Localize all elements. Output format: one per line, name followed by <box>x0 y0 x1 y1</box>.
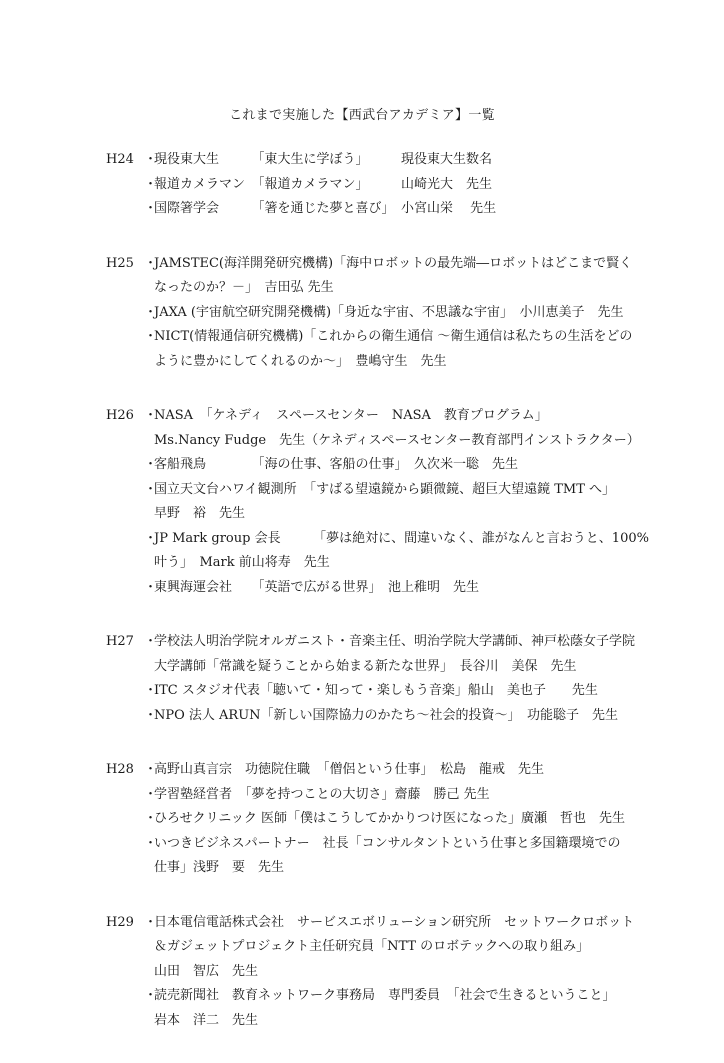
entry-line: 読売新聞社 教育ネットワーク事務局 専門委員 「社会で生きるということ」 <box>154 988 616 1003</box>
entry-line: 早野 裕 先生 <box>154 506 246 521</box>
bullet-marker: ・ <box>144 683 158 698</box>
bullet-marker: ・ <box>144 835 158 851</box>
entry-text <box>154 704 635 729</box>
bullet-marker: ・ <box>144 304 158 320</box>
year-section <box>106 758 626 881</box>
entry-line: 日本電信電話株式会社 サービスエボリューション研究所 セットワークロボット <box>154 914 635 930</box>
year-section <box>106 148 626 222</box>
list-item <box>144 832 626 881</box>
entry-line: ＆ガジェットプロジェクト主任研究員「NTT のロボテックへの取り組み」 <box>154 939 590 954</box>
entry-text <box>154 783 626 808</box>
entry-list <box>144 911 634 1034</box>
entry-line: JP Mark group 会長 「夢は絶対に、間違いなく、誰がなんと言おうと、100% <box>154 530 649 546</box>
bullet-marker: ・ <box>144 481 158 497</box>
bullet-marker: ・ <box>144 457 158 472</box>
entry-line: NICT(情報通信研究機構)「これからの衛生通信 ～衛生通信は私たちの生活をどの <box>154 329 633 344</box>
bullet-marker: ・ <box>144 530 158 546</box>
entry-line: 学校法人明治学院オルガニスト・音楽主任、明治学院大学講師、神戸松蔭女子学院 <box>154 634 636 649</box>
entry-text <box>154 404 649 453</box>
entry-text <box>154 325 632 374</box>
list-item <box>144 807 626 832</box>
list-item <box>144 984 634 1033</box>
list-item <box>144 758 626 783</box>
entry-line: NPO 法人 ARUN「新しい国際協力のかたち～社会的投資～」 功能聡子 先生 <box>154 707 619 723</box>
bullet-marker: ・ <box>144 634 158 649</box>
entry-line: 高野山真言宗 功徳院住職 「僧侶という仕事」 松島 龍戒 先生 <box>154 762 545 777</box>
bullet-marker: ・ <box>144 811 158 826</box>
year-section <box>106 252 633 375</box>
entry-line: JAMSTEC(海洋開発研究機構)「海中ロボットの最先端―ロボットはどこまで賢く <box>154 255 633 271</box>
entry-line: 客船飛鳥 「海の仕事、客船の仕事」 久次米一聡 先生 <box>154 457 519 472</box>
entry-list <box>144 630 635 728</box>
list-item <box>144 630 635 679</box>
bullet-marker: ・ <box>144 408 158 423</box>
list-item <box>144 576 649 601</box>
entry-line: 国立天文台ハワイ観測所 「すばる望遠鏡から顕微鏡、超巨大望遠鏡 TMT へ」 <box>154 481 616 497</box>
list-item <box>144 527 649 576</box>
year-label: H29 <box>106 914 134 930</box>
entry-text <box>154 630 635 679</box>
year-section <box>106 911 635 1034</box>
year-section <box>106 404 649 600</box>
entry-text <box>154 911 634 985</box>
entry-line: JAXA (宇宙航空研究開発機構)「身近な宇宙、不思議な宇宙」 小川恵美子 先生 <box>154 304 624 320</box>
entry-line: 山田 智広 先生 <box>154 963 259 979</box>
year-section <box>106 630 636 728</box>
bullet-marker: ・ <box>144 176 158 192</box>
bullet-marker: ・ <box>144 579 158 595</box>
list-item <box>144 325 632 374</box>
entry-line: ひろせクリニック 医師「僕はこうしてかかりつけ医になった」廣瀬 哲也 先生 <box>154 811 625 826</box>
list-item <box>144 173 626 198</box>
bullet-marker: ・ <box>144 988 158 1003</box>
list-item <box>144 148 626 173</box>
entry-list <box>144 404 649 600</box>
entry-text <box>154 758 626 783</box>
entry-line: 学習塾経営者 「夢を持つことの大切さ」齋藤 勝己 先生 <box>154 786 490 802</box>
bullet-marker: ・ <box>144 786 158 802</box>
academia-list <box>106 148 649 1063</box>
list-item <box>144 911 634 985</box>
entry-line: 東興海運会社 「英語で広がる世界」 池上稚明 先生 <box>154 579 480 595</box>
bullet-marker: ・ <box>144 762 158 777</box>
entry-text <box>154 527 649 576</box>
entry-line: 報道カメラマン 「報道カメラマン」 山崎光大 先生 <box>154 176 493 192</box>
entry-text <box>154 478 649 527</box>
entry-list <box>144 758 626 881</box>
entry-text <box>154 576 649 601</box>
bullet-marker: ・ <box>144 255 158 271</box>
entry-text <box>154 679 635 704</box>
entry-text <box>154 832 626 881</box>
entry-list <box>144 148 626 222</box>
bullet-marker: ・ <box>144 152 158 167</box>
entry-text <box>154 453 649 478</box>
bullet-marker: ・ <box>144 707 158 723</box>
list-item <box>144 478 649 527</box>
entry-line: 大学講師「常識を疑うことから始まる新たな世界」 長谷川 美保 先生 <box>154 658 577 674</box>
entry-line: NASA 「ケネディ スペースセンター NASA 教育プログラム」 <box>154 408 548 423</box>
bullet-marker: ・ <box>144 329 158 344</box>
list-item <box>144 679 635 704</box>
bullet-marker: ・ <box>144 201 158 216</box>
entry-line: 国際箸学会 「箸を通じた夢と喜び」 小宮山栄 先生 <box>154 201 497 216</box>
year-label: H26 <box>106 408 134 423</box>
entry-line: なったのか？－」 吉田弘 先生 <box>154 280 334 295</box>
list-item <box>144 704 635 729</box>
list-item <box>144 453 649 478</box>
entry-line: 現役東大生 「東大生に学ぼう」 現役東大生数名 <box>154 152 493 167</box>
list-item <box>144 783 626 808</box>
entry-text <box>154 301 632 326</box>
entry-text <box>154 252 632 301</box>
entry-line: ITC スタジオ代表「聴いて・知って・楽しもう音楽」船山 美也子 先生 <box>154 683 598 698</box>
entry-text <box>154 984 634 1033</box>
list-item <box>144 197 626 222</box>
list-item <box>144 404 649 453</box>
entry-text <box>154 807 626 832</box>
entry-line: 叶う」 Mark 前山将寿 先生 <box>154 555 330 570</box>
year-label: H27 <box>106 634 134 649</box>
entry-line: Ms.Nancy Fudge 先生（ケネディスペースセンター教育部門インストラクター） <box>154 432 640 448</box>
year-label: H25 <box>106 255 134 271</box>
entry-line: 岩本 洋二 先生 <box>154 1012 259 1028</box>
year-label: H24 <box>106 152 134 167</box>
list-item <box>144 252 632 301</box>
entry-line: ように豊かにしてくれるのか～」 豊嶋守生 先生 <box>154 353 447 369</box>
entry-list <box>144 252 632 375</box>
entry-text <box>154 148 626 173</box>
entry-line: いつきビジネスパートナー 社長「コンサルタントという仕事と多国籍環境での <box>154 835 621 851</box>
bullet-marker: ・ <box>144 914 158 930</box>
entry-line: 仕事」浅野 要 先生 <box>154 860 285 875</box>
year-label: H28 <box>106 762 134 777</box>
entry-text <box>154 197 626 222</box>
page-title: これまで実施した【西武台アカデミア】一覧 <box>229 108 495 123</box>
entry-text <box>154 173 626 198</box>
list-item <box>144 301 632 326</box>
